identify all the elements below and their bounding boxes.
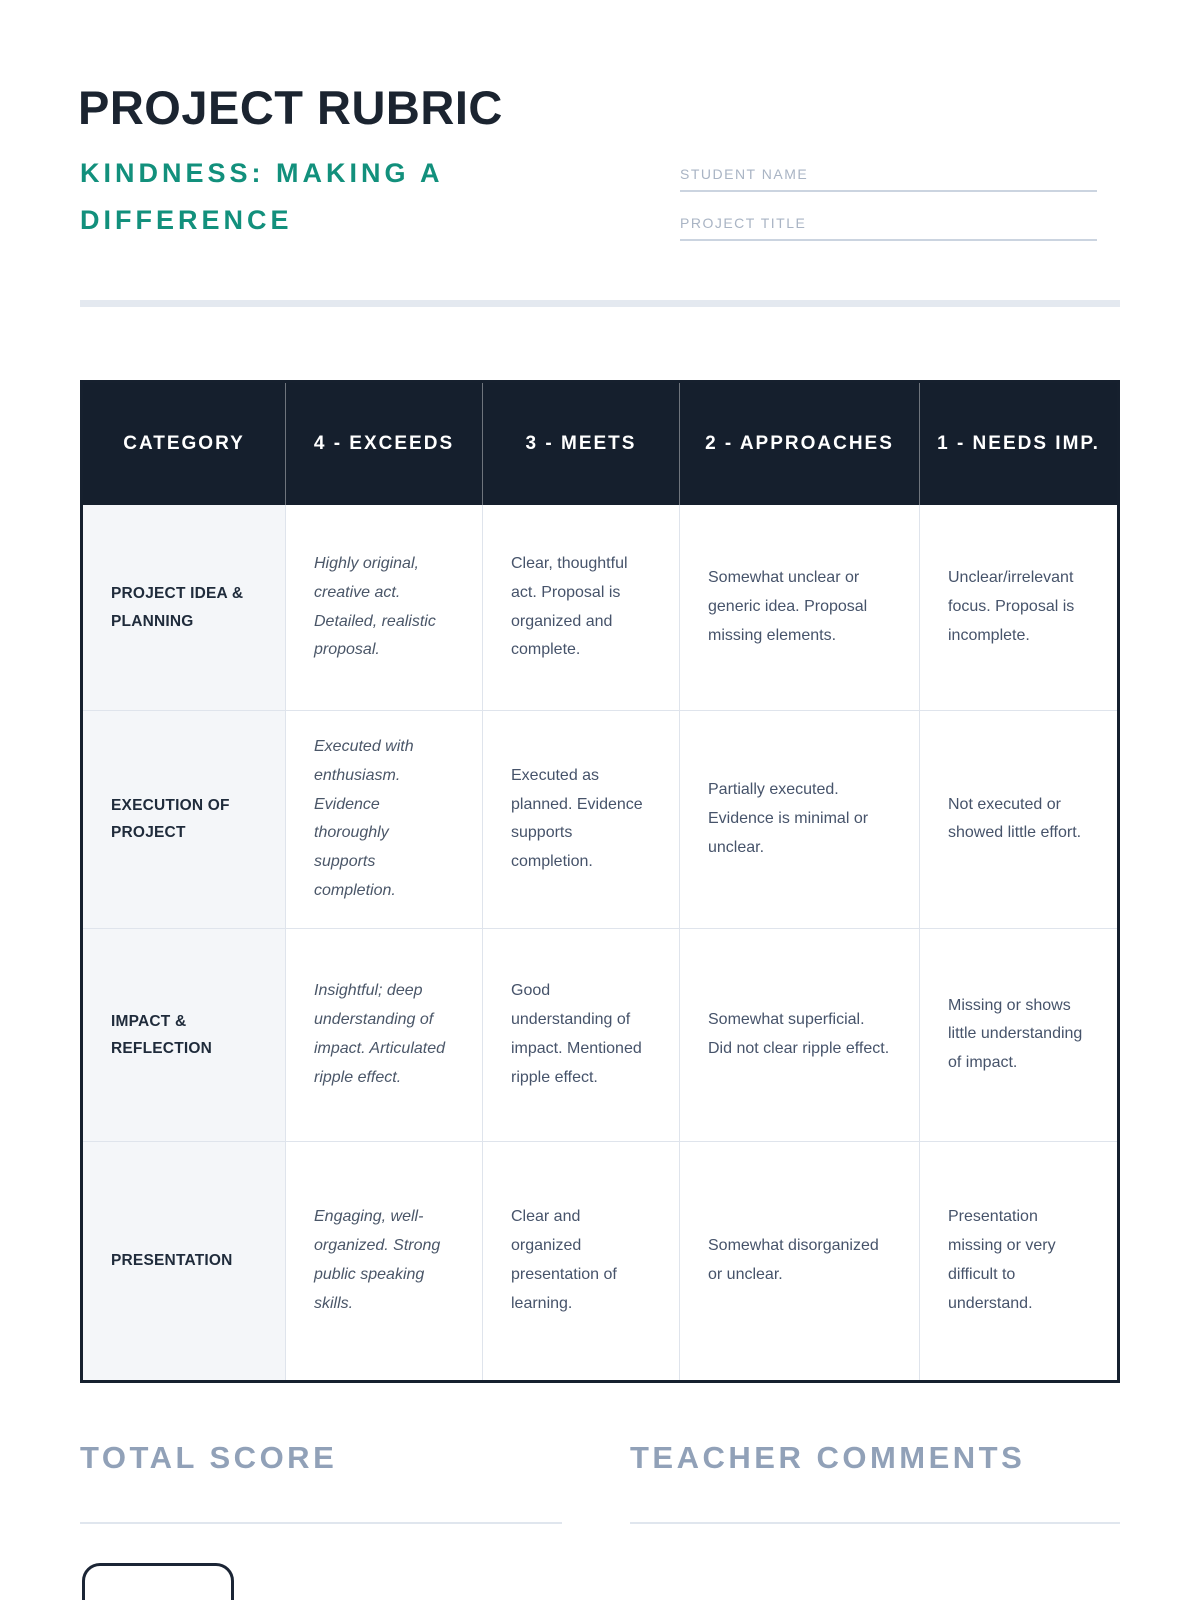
rubric-cell-needs-imp: Missing or shows little understanding of impact. xyxy=(948,996,1083,1072)
category-cell: EXECUTION OF PROJECT xyxy=(83,711,286,928)
column-header-approaches: 2 - APPROACHES xyxy=(680,383,920,505)
table-header-row xyxy=(83,383,1117,505)
page-subtitle: KINDNESS: MAKING A DIFFERENCE xyxy=(80,158,443,236)
rubric-cell-needs-imp: Presentation missing or very difficult to understand. xyxy=(948,1208,1056,1312)
rubric-cell-exceeds: Insightful; deep understanding of impact. Articulated ripple effect. xyxy=(286,929,483,1141)
column-header-meets: 3 - MEETS xyxy=(483,383,680,505)
rubric-cell-meets: Executed as planned. Evidence supports completion. xyxy=(483,711,680,928)
section-divider xyxy=(80,300,1120,307)
rubric-cell-meets: Clear, thoughtful act. Proposal is organized and complete. xyxy=(483,505,680,710)
rubric-cell-needs-imp: Unclear/irrelevant focus. Proposal is incomplete. xyxy=(948,569,1075,644)
column-header-needs-imp: 1 - NEEDS IMP. xyxy=(937,432,1100,454)
table-row xyxy=(83,1141,1117,1380)
teacher-comments-heading: TEACHER COMMENTS xyxy=(630,1440,1026,1475)
category-cell: PRESENTATION xyxy=(83,1142,286,1380)
table-row xyxy=(83,710,1117,928)
category-cell: PROJECT IDEA & PLANNING xyxy=(83,505,286,710)
rubric-cell-exceeds: Engaging, well-organized. Strong public speaking skills. xyxy=(286,1142,483,1380)
header-fields xyxy=(680,158,1097,256)
table-row xyxy=(83,928,1117,1141)
rubric-cell-exceeds: Highly original, creative act. Detailed, realistic proposal. xyxy=(286,505,483,710)
rubric-cell-approaches: Somewhat superficial. Did not clear ripple effect. xyxy=(680,929,920,1141)
rubric-cell-approaches: Somewhat unclear or generic idea. Proposal missing elements. xyxy=(680,505,920,710)
total-score-heading: TOTAL SCORE xyxy=(80,1440,338,1475)
rubric-cell-approaches: Somewhat disorganized or unclear. xyxy=(680,1142,920,1380)
rubric-cell-meets: Good understanding of impact. Mentioned ripple effect. xyxy=(483,929,680,1141)
column-header-exceeds: 4 - EXCEEDS xyxy=(286,383,483,505)
total-score-box[interactable] xyxy=(82,1563,234,1600)
rubric-cell-approaches: Partially executed. Evidence is minimal or unclear. xyxy=(680,711,920,928)
rubric-cell-needs-imp: Not executed or showed little effort. xyxy=(948,795,1082,842)
rubric-cell-meets: Clear and organized presentation of learning. xyxy=(483,1142,680,1380)
page-title: PROJECT RUBRIC xyxy=(78,81,503,134)
rubric-table xyxy=(80,380,1120,1383)
teacher-comments-rule xyxy=(630,1522,1120,1524)
category-cell: IMPACT & REFLECTION xyxy=(83,929,286,1141)
project-title-input[interactable] xyxy=(680,207,1097,241)
table-row xyxy=(83,505,1117,710)
column-header-category: CATEGORY xyxy=(83,383,286,505)
rubric-cell-exceeds: Executed with enthusiasm. Evidence thoroughly supports completion. xyxy=(286,711,483,928)
student-name-input[interactable] xyxy=(680,158,1097,192)
total-score-rule xyxy=(80,1522,562,1524)
